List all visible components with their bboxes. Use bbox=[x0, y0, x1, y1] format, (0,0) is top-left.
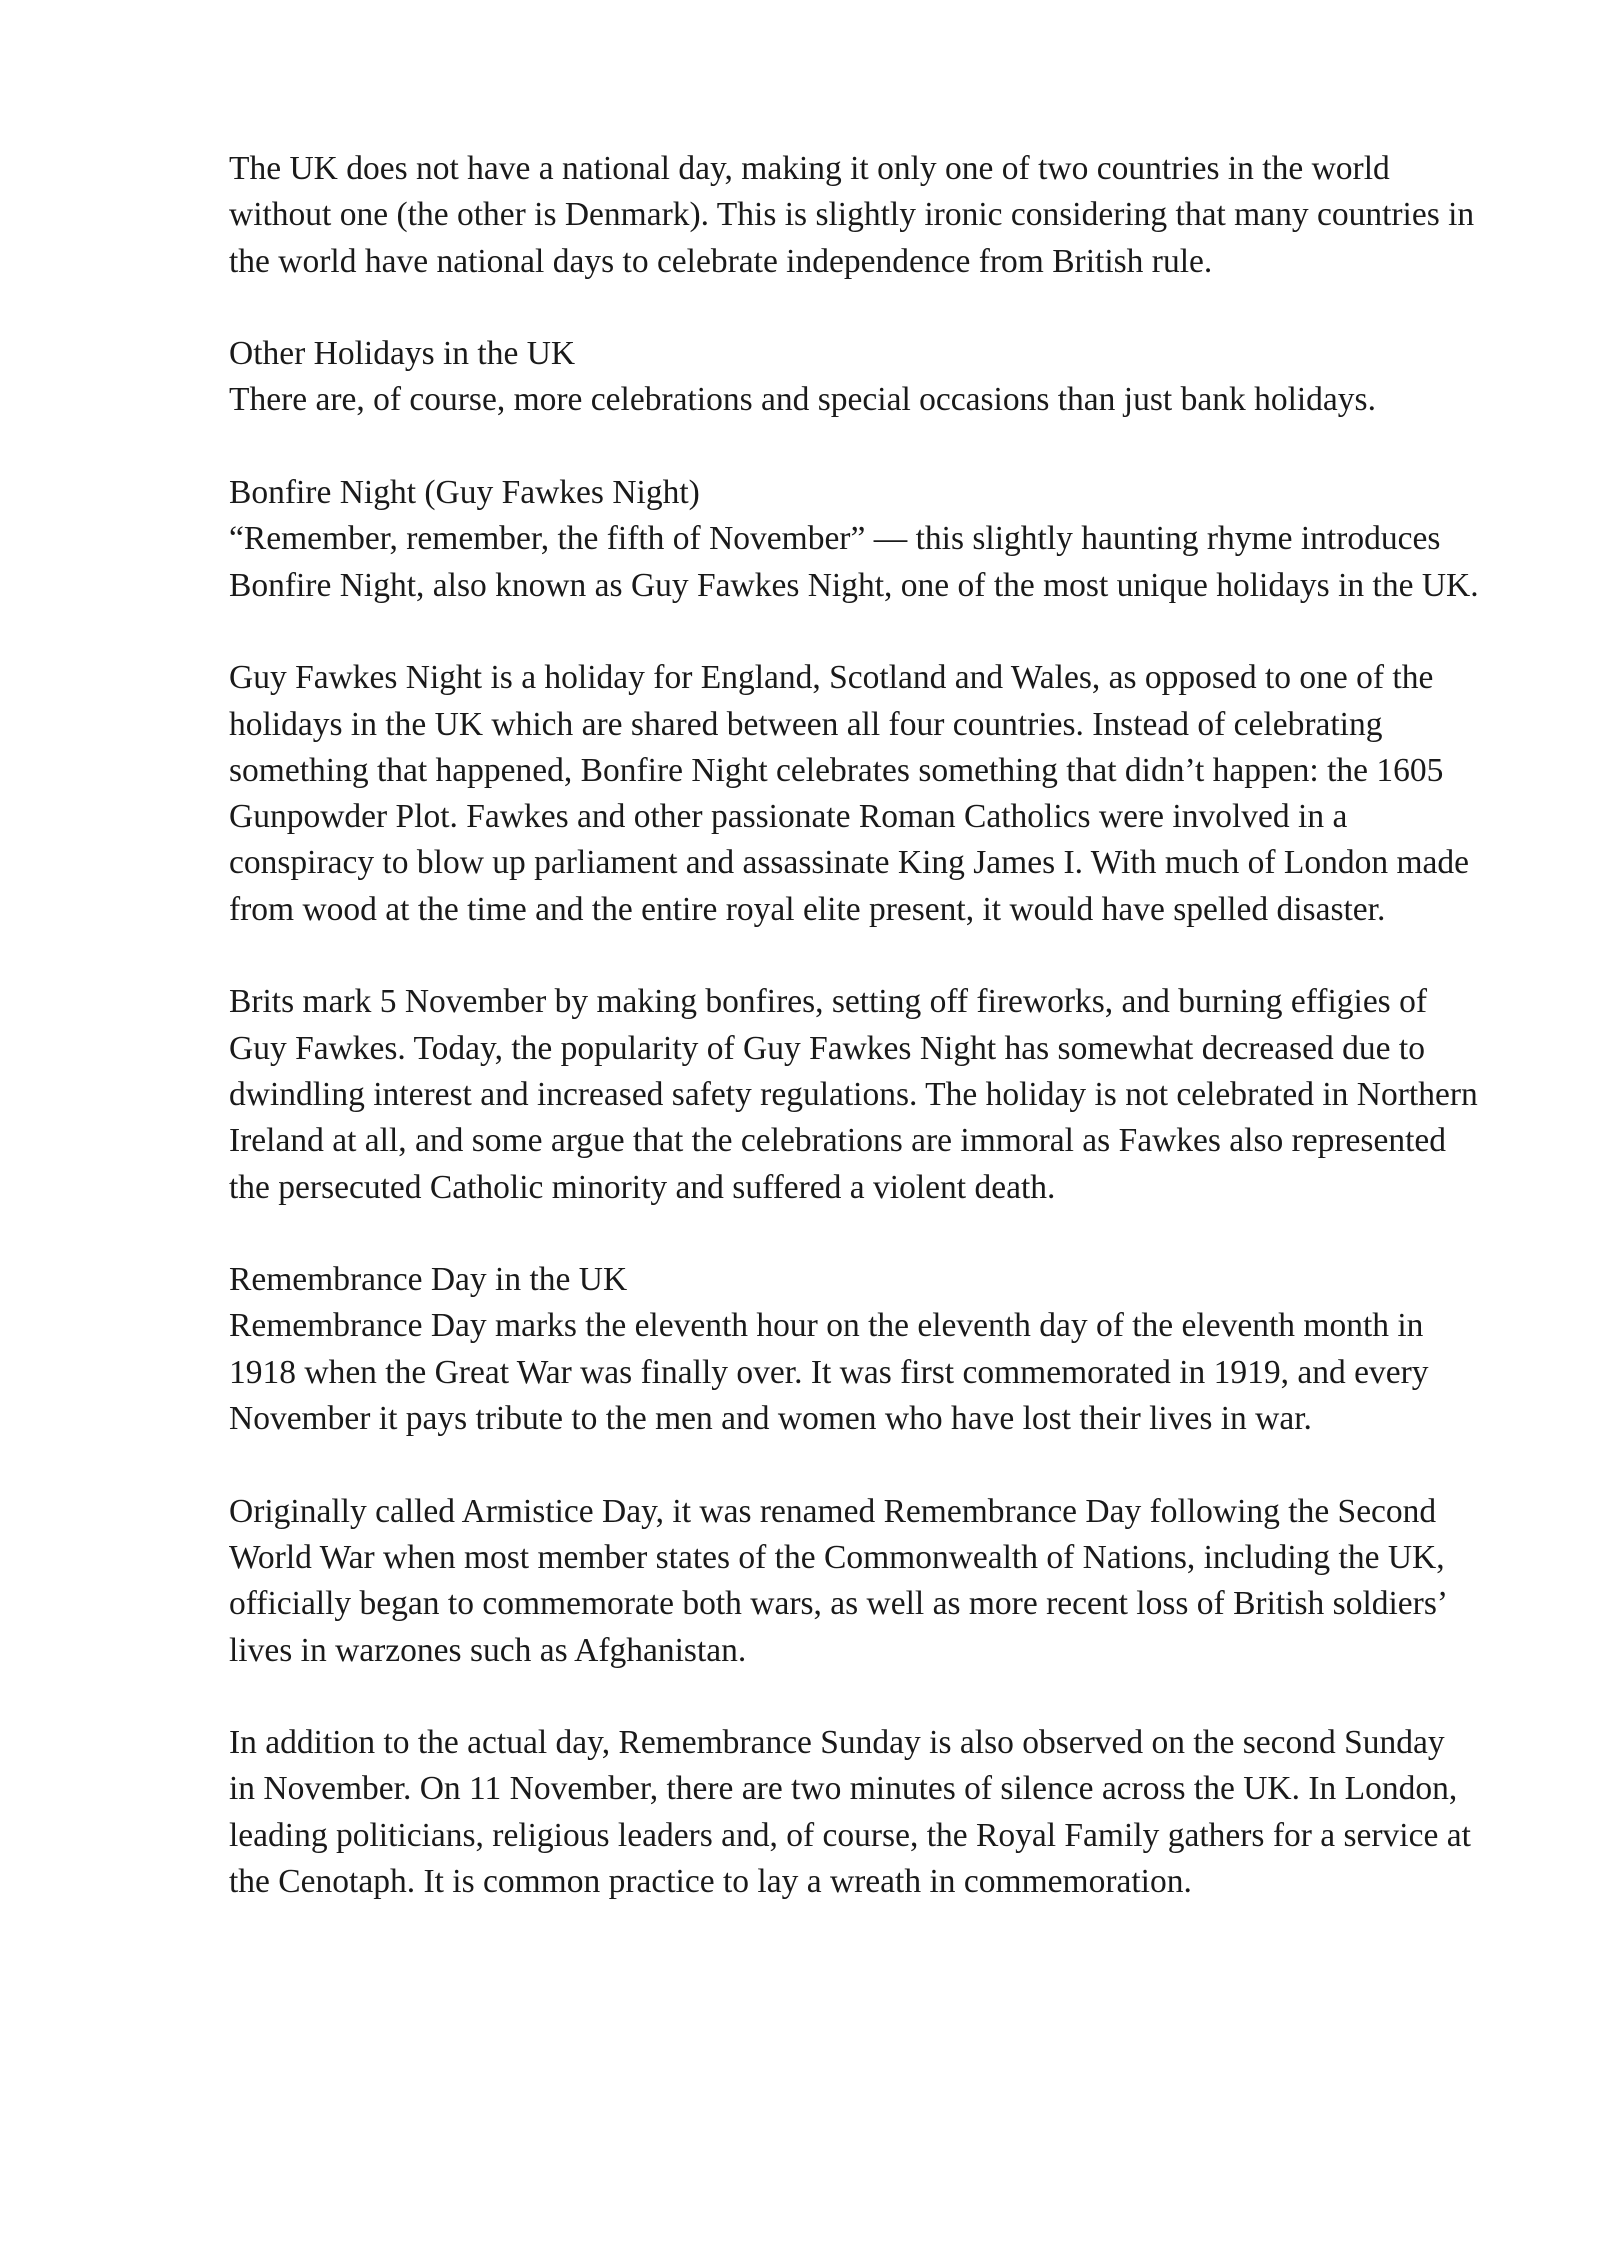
paragraph-text: “Remember, remember, the fifth of November” — this slightly haunting rhyme introduces Bonfire Night, also known as Guy Fawkes Night, one of the most unique holidays in the UK. bbox=[229, 520, 1479, 604]
paragraph-gunpowder-plot bbox=[229, 655, 1479, 933]
section-heading: Bonfire Night (Guy Fawkes Night) bbox=[229, 474, 700, 512]
paragraph-text: Guy Fawkes Night is a holiday for England, Scotland and Wales, as opposed to one of the holidays in the UK which are shared between all four countries. Instead of celebrating something that happened, Bonfire Night celebrates something that didn’t happen: the 1605 Gunpowder Plot. Fawkes and other passionate Roman Catholics were involved in a conspiracy to blow up parliament and assassinate King James I. With much of London made from wood at the time and the entire royal elite present, it would have spelled disaster. bbox=[229, 659, 1470, 928]
document-page bbox=[229, 146, 1479, 1952]
paragraph-text: In addition to the actual day, Remembrance Sunday is also observed on the second Sunday in November. On 11 November, there are two minutes of silence across the UK. In London, leading politicians, religious leaders and, of course, the Royal Family gathers for a service at the Cenotaph. It is common practice to lay a wreath in commemoration. bbox=[229, 1724, 1471, 1900]
paragraph-text: Originally called Armistice Day, it was renamed Remembrance Day following the Second World War when most member states of the Commonwealth of Nations, including the UK, officially began to commemorate both wars, as well as more recent loss of British soldiers’ lives in warzones such as Afghanistan. bbox=[229, 1492, 1446, 1669]
section-heading: Other Holidays in the UK bbox=[229, 335, 576, 373]
paragraph-text: Brits mark 5 November by making bonfires, setting off fireworks, and burning effigies of Guy Fawkes. Today, the popularity of Guy Fawkes Night has somewhat decreased due to dwindling interest and increased safety regulations. The holiday is not celebrated in Northern Ireland at all, and some argue that the celebrations are immoral as Fawkes also represented the persecuted Catholic minority and suffered a violent death. bbox=[229, 983, 1478, 1206]
paragraph-armistice-day bbox=[229, 1489, 1479, 1674]
paragraph-bonfire-customs bbox=[229, 979, 1479, 1210]
section-other-holidays bbox=[229, 331, 1479, 424]
section-remembrance-day bbox=[229, 1257, 1479, 1442]
paragraph-text: There are, of course, more celebrations and special occasions than just bank holidays. bbox=[229, 381, 1376, 419]
paragraph-national-day bbox=[229, 146, 1479, 285]
section-heading: Remembrance Day in the UK bbox=[229, 1261, 628, 1299]
paragraph-remembrance-sunday bbox=[229, 1720, 1479, 1905]
section-bonfire-night bbox=[229, 470, 1479, 609]
paragraph-text: The UK does not have a national day, making it only one of two countries in the world without one (the other is Denmark). This is slightly ironic considering that many countries in the world have national days to celebrate independence from British rule. bbox=[229, 150, 1475, 280]
paragraph-text: Remembrance Day marks the eleventh hour on the eleventh day of the eleventh month in 1918 when the Great War was finally over. It was first commemorated in 1919, and every November it pays tribute to the men and women who have lost their lives in war. bbox=[229, 1307, 1429, 1438]
